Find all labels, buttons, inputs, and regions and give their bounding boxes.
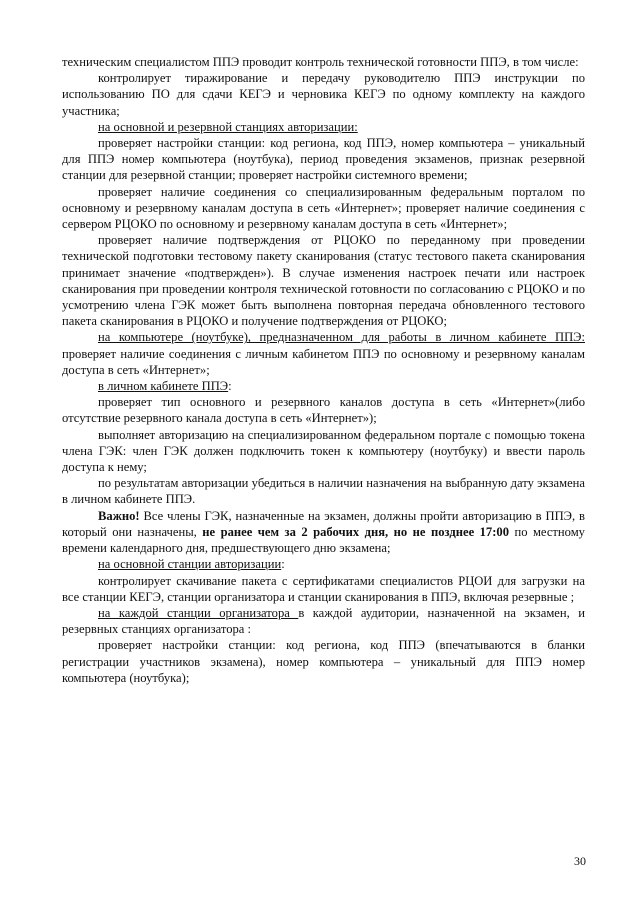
paragraph (62, 556, 585, 572)
text-run: Все члены ГЭК, назначенные на экзамен, должны пройти авторизацию в ППЭ, в который они назначены, (62, 508, 585, 539)
text-run: проверяет наличие подтверждения от РЦОКО по переданному при проведении технической подготовки тестовому пакету сканирования (статус тестового пакета сканирования принимает значение «подтвержден»). В случае изменения настроек печати или настроек сканирования при проведении контроля технической готовности по согласованию с РЦОКО и по усмотрению члена ГЭК может быть выполнена повторная передача обновленного тестового пакета сканирования в РЦОКО и получение подтверждения от РЦОКО; (62, 233, 585, 329)
underlined-heading: на основной станции авторизации (98, 557, 282, 572)
paragraph (62, 508, 585, 557)
paragraph (62, 378, 585, 394)
text-run: проверяет настройки станции: код региона, код ППЭ, номер компьютера – уникальный для ППЭ номер компьютера (ноутбука), период проведения экзаменов, признак резервной станции для резервной станции; проверяет настройки системного времени; (62, 136, 585, 183)
bold-text: Важно! (98, 508, 140, 523)
text-run: : (281, 557, 285, 572)
paragraph (62, 573, 585, 605)
text-run: контролирует тиражирование и передачу руководителю ППЭ инструкции по использованию ПО для сдачи КЕГЭ и черновика КЕГЭ по одному комплекту на каждого участника; (62, 71, 585, 118)
paragraph (62, 329, 585, 378)
text-run: проверяет настройки станции: код региона, код ППЭ (впечатываются в бланки регистрации участников экзамена), номер компьютера – уникальный для ППЭ номер компьютера (ноутбука); (62, 638, 585, 685)
text-run: проверяет наличие соединения со специализированным федеральным порталом по основному и резервному каналам доступа в сеть «Интернет»; проверяет наличие соединения с сервером РЦОКО по основному и резервному каналам доступа в сеть «Интернет»; (62, 184, 585, 232)
paragraph (62, 70, 585, 119)
bold-text: не ранее чем за 2 рабочих дня, но не позднее 17:00 (202, 524, 509, 539)
text-run: проверяет тип основного и резервного каналов доступа в сеть «Интернет»(либо отсутствие резервного канала доступа в сеть «Интернет»); (62, 395, 585, 426)
paragraph (62, 135, 585, 184)
paragraph (62, 232, 585, 329)
paragraph (62, 119, 585, 135)
paragraph (62, 54, 585, 70)
paragraph (62, 394, 585, 426)
text-run: выполняет авторизацию на специализированном федеральном портале с помощью токена члена ГЭК: член ГЭК должен подключить токен к компьютеру (ноутбуку) и ввести пароль доступа к нему; (62, 427, 585, 475)
paragraph (62, 605, 585, 637)
paragraph (62, 184, 585, 233)
body-text (62, 54, 585, 686)
underlined-heading: на основной и резервной станциях авторизации: (98, 119, 358, 134)
text-run: по местному времени календарного дня, предшествующего дню экзамена; (62, 524, 585, 556)
paragraph (62, 637, 585, 686)
underlined-heading: на каждой станции организатора (98, 605, 299, 620)
text-run: в каждой аудитории, назначенной на экзамен, и резервных станциях организатора : (62, 605, 585, 637)
paragraph (62, 427, 585, 476)
text-run: техническим специалистом ППЭ проводит контроль технической готовности ППЭ, в том числе: (62, 55, 579, 69)
text-run: проверяет наличие соединения с личным кабинетом ППЭ по основному и резервному каналам доступа в сеть «Интернет»; (62, 346, 585, 377)
page-number: 30 (574, 854, 586, 868)
underlined-heading: на компьютере (ноутбуке), предназначенном для работы в личном кабинете ППЭ: (98, 330, 585, 345)
paragraph (62, 475, 585, 507)
underlined-heading: в личном кабинете ППЭ (98, 379, 229, 394)
text-run: : (228, 379, 232, 394)
text-run: по результатам авторизации убедиться в наличии назначения на выбранную дату экзамена в личном кабинете ППЭ. (62, 476, 585, 507)
text-run: контролирует скачивание пакета с сертификатами специалистов РЦОИ для загрузки на все станции КЕГЭ, станции организатора и станции сканирования в ППЭ, включая резервные ; (62, 573, 585, 604)
